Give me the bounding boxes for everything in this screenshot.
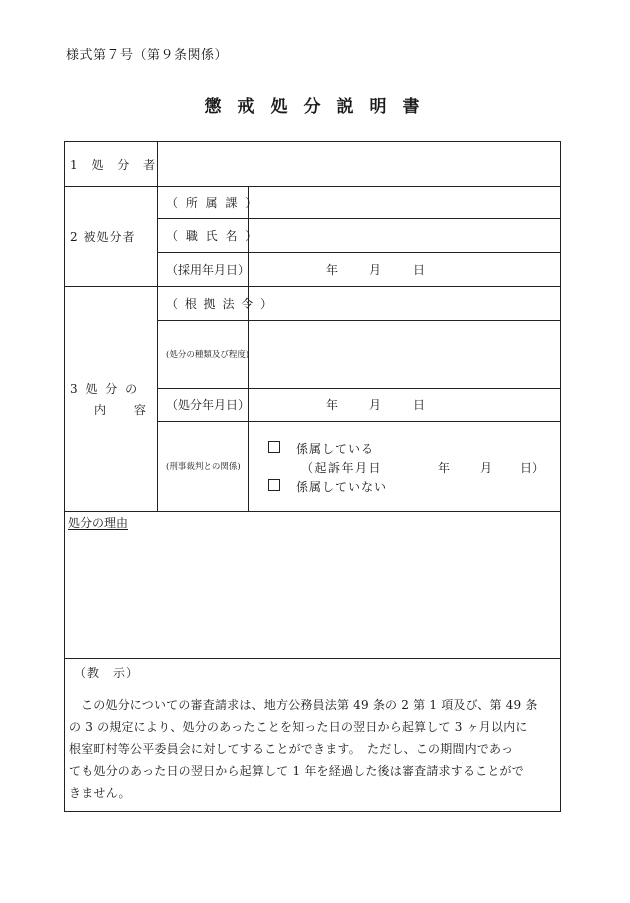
- notice-line: きません。: [69, 786, 131, 800]
- pending-label: 係属している: [296, 442, 375, 456]
- rule-content-bottom: [65, 511, 560, 512]
- rule-reason-bottom: [65, 658, 560, 659]
- disposal-date-label: （処分年月日）: [166, 398, 251, 412]
- disposer-label: 1 処 分 者: [70, 157, 161, 172]
- disposal-date-month: 月: [369, 398, 382, 412]
- hire-date-day: 日: [413, 262, 426, 277]
- disposal-date-year: 年: [326, 398, 339, 412]
- kind-value-cell[interactable]: [249, 320, 559, 387]
- content-label-line-1: 3 処 分 の: [70, 382, 140, 396]
- dept-value-cell[interactable]: [249, 186, 559, 217]
- pending-checkbox[interactable]: [268, 441, 280, 453]
- disposal-date-day: 日: [413, 398, 426, 412]
- reason-text-area[interactable]: [66, 532, 559, 656]
- basis-value-cell[interactable]: [249, 286, 559, 319]
- not-pending-checkbox[interactable]: [268, 479, 280, 491]
- kind-label: (処分の種類及び程度): [166, 350, 250, 360]
- title-name-value-cell[interactable]: [249, 218, 559, 251]
- document-title: 懲戒処分説明書: [204, 97, 436, 117]
- hire-date-year: 年: [326, 262, 339, 277]
- notice-line: の 3 の規定により、処分のあったことを知った日の翌日から起算して 3 ヶ月以内に: [69, 720, 528, 734]
- title-name-label: （ 職 氏 名 ）: [166, 228, 260, 243]
- basis-label: （ 根 拠 法 令 ）: [166, 296, 274, 311]
- criminal-trial-label: (刑事裁判との関係): [166, 462, 241, 472]
- indictment-label: （起訴年月日: [301, 461, 383, 475]
- notice-line: ても処分のあった日の翌日から起算して 1 年を経過した後は審査請求することがで: [69, 764, 524, 778]
- hire-date-label: （採用年月日）: [166, 262, 251, 277]
- reason-heading: 処分の理由: [68, 516, 129, 530]
- disposed-label: 2 被処分者: [70, 229, 136, 244]
- notice-body: [69, 694, 558, 804]
- dept-label: （ 所 属 課 ）: [166, 195, 260, 210]
- not-pending-label: 係属していない: [296, 480, 388, 494]
- notice-line: 根室町村等公平委員会に対してすることができます。 ただし、この期間内であっ: [69, 742, 514, 756]
- notice-heading: （教 示）: [74, 666, 140, 680]
- indictment-month: 月: [480, 461, 493, 475]
- indictment-year: 年: [438, 461, 451, 475]
- hire-date-month: 月: [369, 262, 382, 277]
- content-label-line-2: 内 容: [94, 403, 158, 417]
- notice-line: この処分についての審査請求は、地方公務員法第 49 条の 2 第 1 項及び、第 49 条: [81, 698, 538, 712]
- indictment-day-close: 日）: [520, 461, 545, 475]
- form-number-label: 様式第７号（第９条関係）: [66, 48, 229, 63]
- disposer-value-cell[interactable]: [158, 142, 559, 185]
- rule-first-column: [157, 142, 158, 511]
